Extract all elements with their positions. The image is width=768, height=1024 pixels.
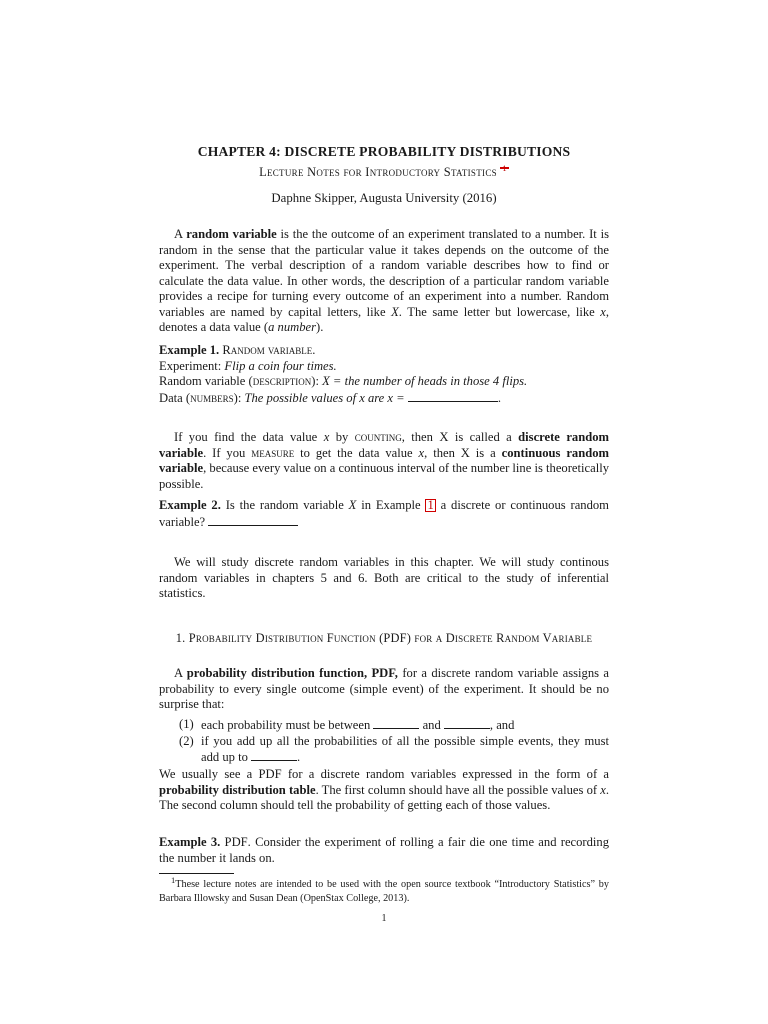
discrete-continuous-paragraph: If you find the data value x by counting, then X is called a discrete random variable. If you measure to get the data value x, then X is a continuous random variable, because every value on a continuous interval of the number line is theoretically possible. — [159, 430, 609, 491]
answer-blank[interactable] — [408, 390, 498, 402]
chapter-overview-paragraph: We will study discrete random variables in this chapter. We will study continous random variables in chapters 5 and 6. Both are critical to the study of inferential statistics. — [159, 555, 609, 600]
example-1 — [159, 343, 609, 406]
footnote: $^1$These lecture notes are intended to be used with the open source textbook “Introductory Statistics” by Barbara Illowsky and Susan Dean (OpenStax College, 2013). — [159, 874, 609, 904]
document-subtitle — [0, 162, 768, 180]
pdf-definition-paragraph: A probability distribution function, PDF, for a discrete random variable assigns a probability to every single outcome (simple event) of the experiment. It should be no surprise that: — [159, 666, 609, 711]
answer-blank[interactable] — [251, 749, 297, 761]
chapter-title: CHAPTER 4: DISCRETE PROBABILITY DISTRIBUTIONS — [197, 144, 571, 159]
footnote-link[interactable]: 1 — [502, 162, 507, 173]
list-item: (2) if you add up all the probabilities of all the possible simple events, they must add up to . — [179, 733, 609, 764]
pdf-conditions-list — [159, 717, 609, 766]
section-heading — [159, 630, 609, 646]
intro-paragraph: A random variable is the the outcome of an experiment translated to a number. It is random in the sense that the particular value it takes depends on the outcome of the experiment. The verbal description of a random variable describes how to find or calculate the data value. In other words, the description of a particular random variable provides a recipe for turning every outcome of an experiment into a number. Random variables are named by capital letters, like X. The same letter but lowercase, like x, denotes a data value (a number). — [159, 227, 609, 334]
section-title: Probability Distribution Function (PDF) for a Discrete Random Variable — [188, 631, 593, 645]
answer-blank[interactable] — [373, 717, 419, 729]
term-continuous-random-variable: continuous random variable — [159, 445, 609, 475]
example-1-experiment: Experiment: Flip a coin four times. — [159, 358, 337, 373]
example-2: Example 2. Is the random variable X in Example 1 a discrete or continuous random variable? — [159, 498, 609, 529]
answer-blank[interactable] — [444, 717, 490, 729]
example-1-random-variable: Random variable (description): X = the number of heads in those 4 flips. — [159, 374, 528, 388]
footnote-rule — [159, 873, 234, 874]
term-pdf: probability distribution function, PDF, — [186, 666, 398, 680]
term-discrete-random-variable: discrete random variable — [159, 430, 609, 460]
example-1-reference-link[interactable]: 1 — [427, 498, 434, 512]
list-item: (1) each probability must be between and , and — [179, 717, 515, 732]
section-number: 1. — [175, 631, 186, 645]
subtitle-text: Lecture Notes for Introductory Statistics — [259, 165, 497, 179]
example-1-heading: Example 1. Random variable. — [159, 343, 316, 357]
probability-table-paragraph: We usually see a PDF for a discrete random variables expressed in the form of a probability distribution table. The first column should have all the possible values of x. The second column should tell the probability of getting each of those values. — [159, 767, 609, 812]
author-line: Daphne Skipper, Augusta University (2016) — [271, 191, 497, 205]
answer-blank[interactable] — [208, 514, 298, 526]
page-number: 1 — [381, 913, 387, 924]
term-random-variable: random variable — [186, 227, 277, 241]
term-probability-distribution-table: probability distribution table — [159, 782, 316, 797]
example-3: Example 3. PDF. Consider the experiment of rolling a fair die one time and recording the number it lands on. — [159, 835, 610, 865]
example-1-data: Data (numbers): The possible values of x are x = . — [159, 390, 501, 405]
